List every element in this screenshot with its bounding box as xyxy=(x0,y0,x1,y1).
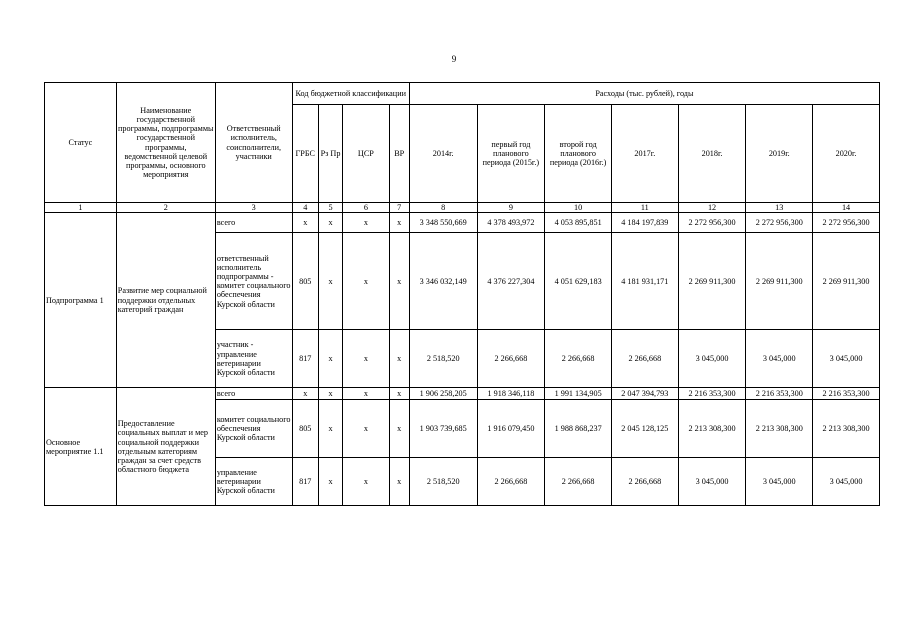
cell-vr: х xyxy=(389,330,409,388)
header-year-2018: 2018г. xyxy=(678,105,746,203)
cell-2015: 1 918 346,118 xyxy=(477,388,545,400)
cell-2019: 2 213 308,300 xyxy=(746,400,813,458)
cell-2015: 2 266,668 xyxy=(477,458,545,506)
cell-2019: 2 269 911,300 xyxy=(746,233,813,330)
cell-2018: 2 269 911,300 xyxy=(678,233,746,330)
row-status: Подпрограмма 1 xyxy=(45,213,117,388)
cell-2014: 3 346 032,149 xyxy=(409,233,477,330)
cell-2017: 2 045 128,125 xyxy=(611,400,678,458)
row-executor: управление ветеринарии Курской области xyxy=(215,458,292,506)
row-name: Развитие мер социальной поддержки отдельных категорий граждан xyxy=(116,213,215,388)
header-year-2020: 2020г. xyxy=(813,105,880,203)
column-number: 5 xyxy=(318,203,342,213)
column-number: 2 xyxy=(116,203,215,213)
cell-2016: 4 053 895,851 xyxy=(545,213,612,233)
budget-table xyxy=(44,82,880,506)
cell-2016: 2 266,668 xyxy=(545,330,612,388)
cell-2019: 2 216 353,300 xyxy=(746,388,813,400)
cell-grbs: 817 xyxy=(292,458,318,506)
cell-2019: 3 045,000 xyxy=(746,330,813,388)
header-year-2014: 2014г. xyxy=(409,105,477,203)
cell-csr: х xyxy=(343,458,389,506)
cell-rzpr: х xyxy=(318,458,342,506)
table-row xyxy=(45,388,880,400)
column-number: 7 xyxy=(389,203,409,213)
column-number-row xyxy=(45,203,880,213)
page-number: 9 xyxy=(451,54,457,64)
row-executor: участник - управление ветеринарии Курской области xyxy=(215,330,292,388)
cell-grbs: 805 xyxy=(292,400,318,458)
column-number: 11 xyxy=(611,203,678,213)
cell-2015: 2 266,668 xyxy=(477,330,545,388)
cell-2020: 2 213 308,300 xyxy=(813,400,880,458)
column-number: 4 xyxy=(292,203,318,213)
column-number: 9 xyxy=(477,203,545,213)
header-expenses: Расходы (тыс. рублей), годы xyxy=(409,83,879,105)
cell-2017: 4 184 197,839 xyxy=(611,213,678,233)
cell-2020: 2 216 353,300 xyxy=(813,388,880,400)
header-rzpr: Рз Пр xyxy=(318,105,342,203)
column-number: 14 xyxy=(813,203,880,213)
cell-rzpr: х xyxy=(318,213,342,233)
cell-grbs: 805 xyxy=(292,233,318,330)
header-name: Наименование государственной программы, подпрограммы государственной программы, ведомственной целевой программы, основного мероприятия xyxy=(116,83,215,203)
cell-rzpr: х xyxy=(318,388,342,400)
cell-rzpr: х xyxy=(318,233,342,330)
column-number: 10 xyxy=(545,203,612,213)
cell-2018: 2 272 956,300 xyxy=(678,213,746,233)
row-executor: ответственный исполнитель подпрограммы - комитет социального обеспечения Курской области xyxy=(215,233,292,330)
cell-2014: 1 906 258,205 xyxy=(409,388,477,400)
cell-2017: 2 266,668 xyxy=(611,458,678,506)
cell-vr: х xyxy=(389,400,409,458)
header-vr: ВР xyxy=(389,105,409,203)
cell-2018: 2 213 308,300 xyxy=(678,400,746,458)
cell-vr: х xyxy=(389,233,409,330)
cell-grbs: х xyxy=(292,388,318,400)
cell-grbs: х xyxy=(292,213,318,233)
cell-2020: 3 045,000 xyxy=(813,458,880,506)
header-grbs: ГРБС xyxy=(292,105,318,203)
cell-2014: 2 518,520 xyxy=(409,458,477,506)
header-year-2015: первый год планового периода (2015г.) xyxy=(477,105,545,203)
cell-2018: 2 216 353,300 xyxy=(678,388,746,400)
header-responsible: Ответственный исполнитель, соисполнители, участники xyxy=(215,83,292,203)
cell-rzpr: х xyxy=(318,330,342,388)
header-csr: ЦСР xyxy=(343,105,389,203)
row-status: Основное мероприятие 1.1 xyxy=(45,388,117,506)
cell-vr: х xyxy=(389,458,409,506)
cell-2020: 3 045,000 xyxy=(813,330,880,388)
row-name: Предоставление социальных выплат и мер социальной поддержки отдельным категориям граждан за счет средств областного бюджета xyxy=(116,388,215,506)
cell-2017: 4 181 931,171 xyxy=(611,233,678,330)
column-number: 12 xyxy=(678,203,746,213)
cell-csr: х xyxy=(343,388,389,400)
cell-vr: х xyxy=(389,213,409,233)
header-budget-code: Код бюджетной классификации xyxy=(292,83,409,105)
header-status: Статус xyxy=(45,83,117,203)
cell-2016: 2 266,668 xyxy=(545,458,612,506)
cell-2017: 2 047 394,793 xyxy=(611,388,678,400)
column-number: 8 xyxy=(409,203,477,213)
cell-grbs: 817 xyxy=(292,330,318,388)
cell-2017: 2 266,668 xyxy=(611,330,678,388)
cell-vr: х xyxy=(389,388,409,400)
cell-2016: 1 991 134,905 xyxy=(545,388,612,400)
cell-csr: х xyxy=(343,213,389,233)
cell-2018: 3 045,000 xyxy=(678,458,746,506)
cell-csr: х xyxy=(343,400,389,458)
cell-2015: 1 916 079,450 xyxy=(477,400,545,458)
cell-2014: 1 903 739,685 xyxy=(409,400,477,458)
cell-2015: 4 376 227,304 xyxy=(477,233,545,330)
row-executor: всего xyxy=(215,388,292,400)
cell-2016: 1 988 868,237 xyxy=(545,400,612,458)
header-year-2019: 2019г. xyxy=(746,105,813,203)
cell-2016: 4 051 629,183 xyxy=(545,233,612,330)
row-executor: всего xyxy=(215,213,292,233)
row-executor: комитет социального обеспечения Курской области xyxy=(215,400,292,458)
cell-2014: 2 518,520 xyxy=(409,330,477,388)
cell-2014: 3 348 550,669 xyxy=(409,213,477,233)
cell-2020: 2 272 956,300 xyxy=(813,213,880,233)
header-year-2016: второй год планового периода (2016г.) xyxy=(545,105,612,203)
cell-2019: 3 045,000 xyxy=(746,458,813,506)
column-number: 13 xyxy=(746,203,813,213)
cell-2020: 2 269 911,300 xyxy=(813,233,880,330)
header-year-2017: 2017г. xyxy=(611,105,678,203)
cell-csr: х xyxy=(343,330,389,388)
column-number: 3 xyxy=(215,203,292,213)
column-number: 6 xyxy=(343,203,389,213)
cell-2019: 2 272 956,300 xyxy=(746,213,813,233)
cell-rzpr: х xyxy=(318,400,342,458)
cell-csr: х xyxy=(343,233,389,330)
cell-2015: 4 378 493,972 xyxy=(477,213,545,233)
column-number: 1 xyxy=(45,203,117,213)
table-row xyxy=(45,213,880,233)
cell-2018: 3 045,000 xyxy=(678,330,746,388)
